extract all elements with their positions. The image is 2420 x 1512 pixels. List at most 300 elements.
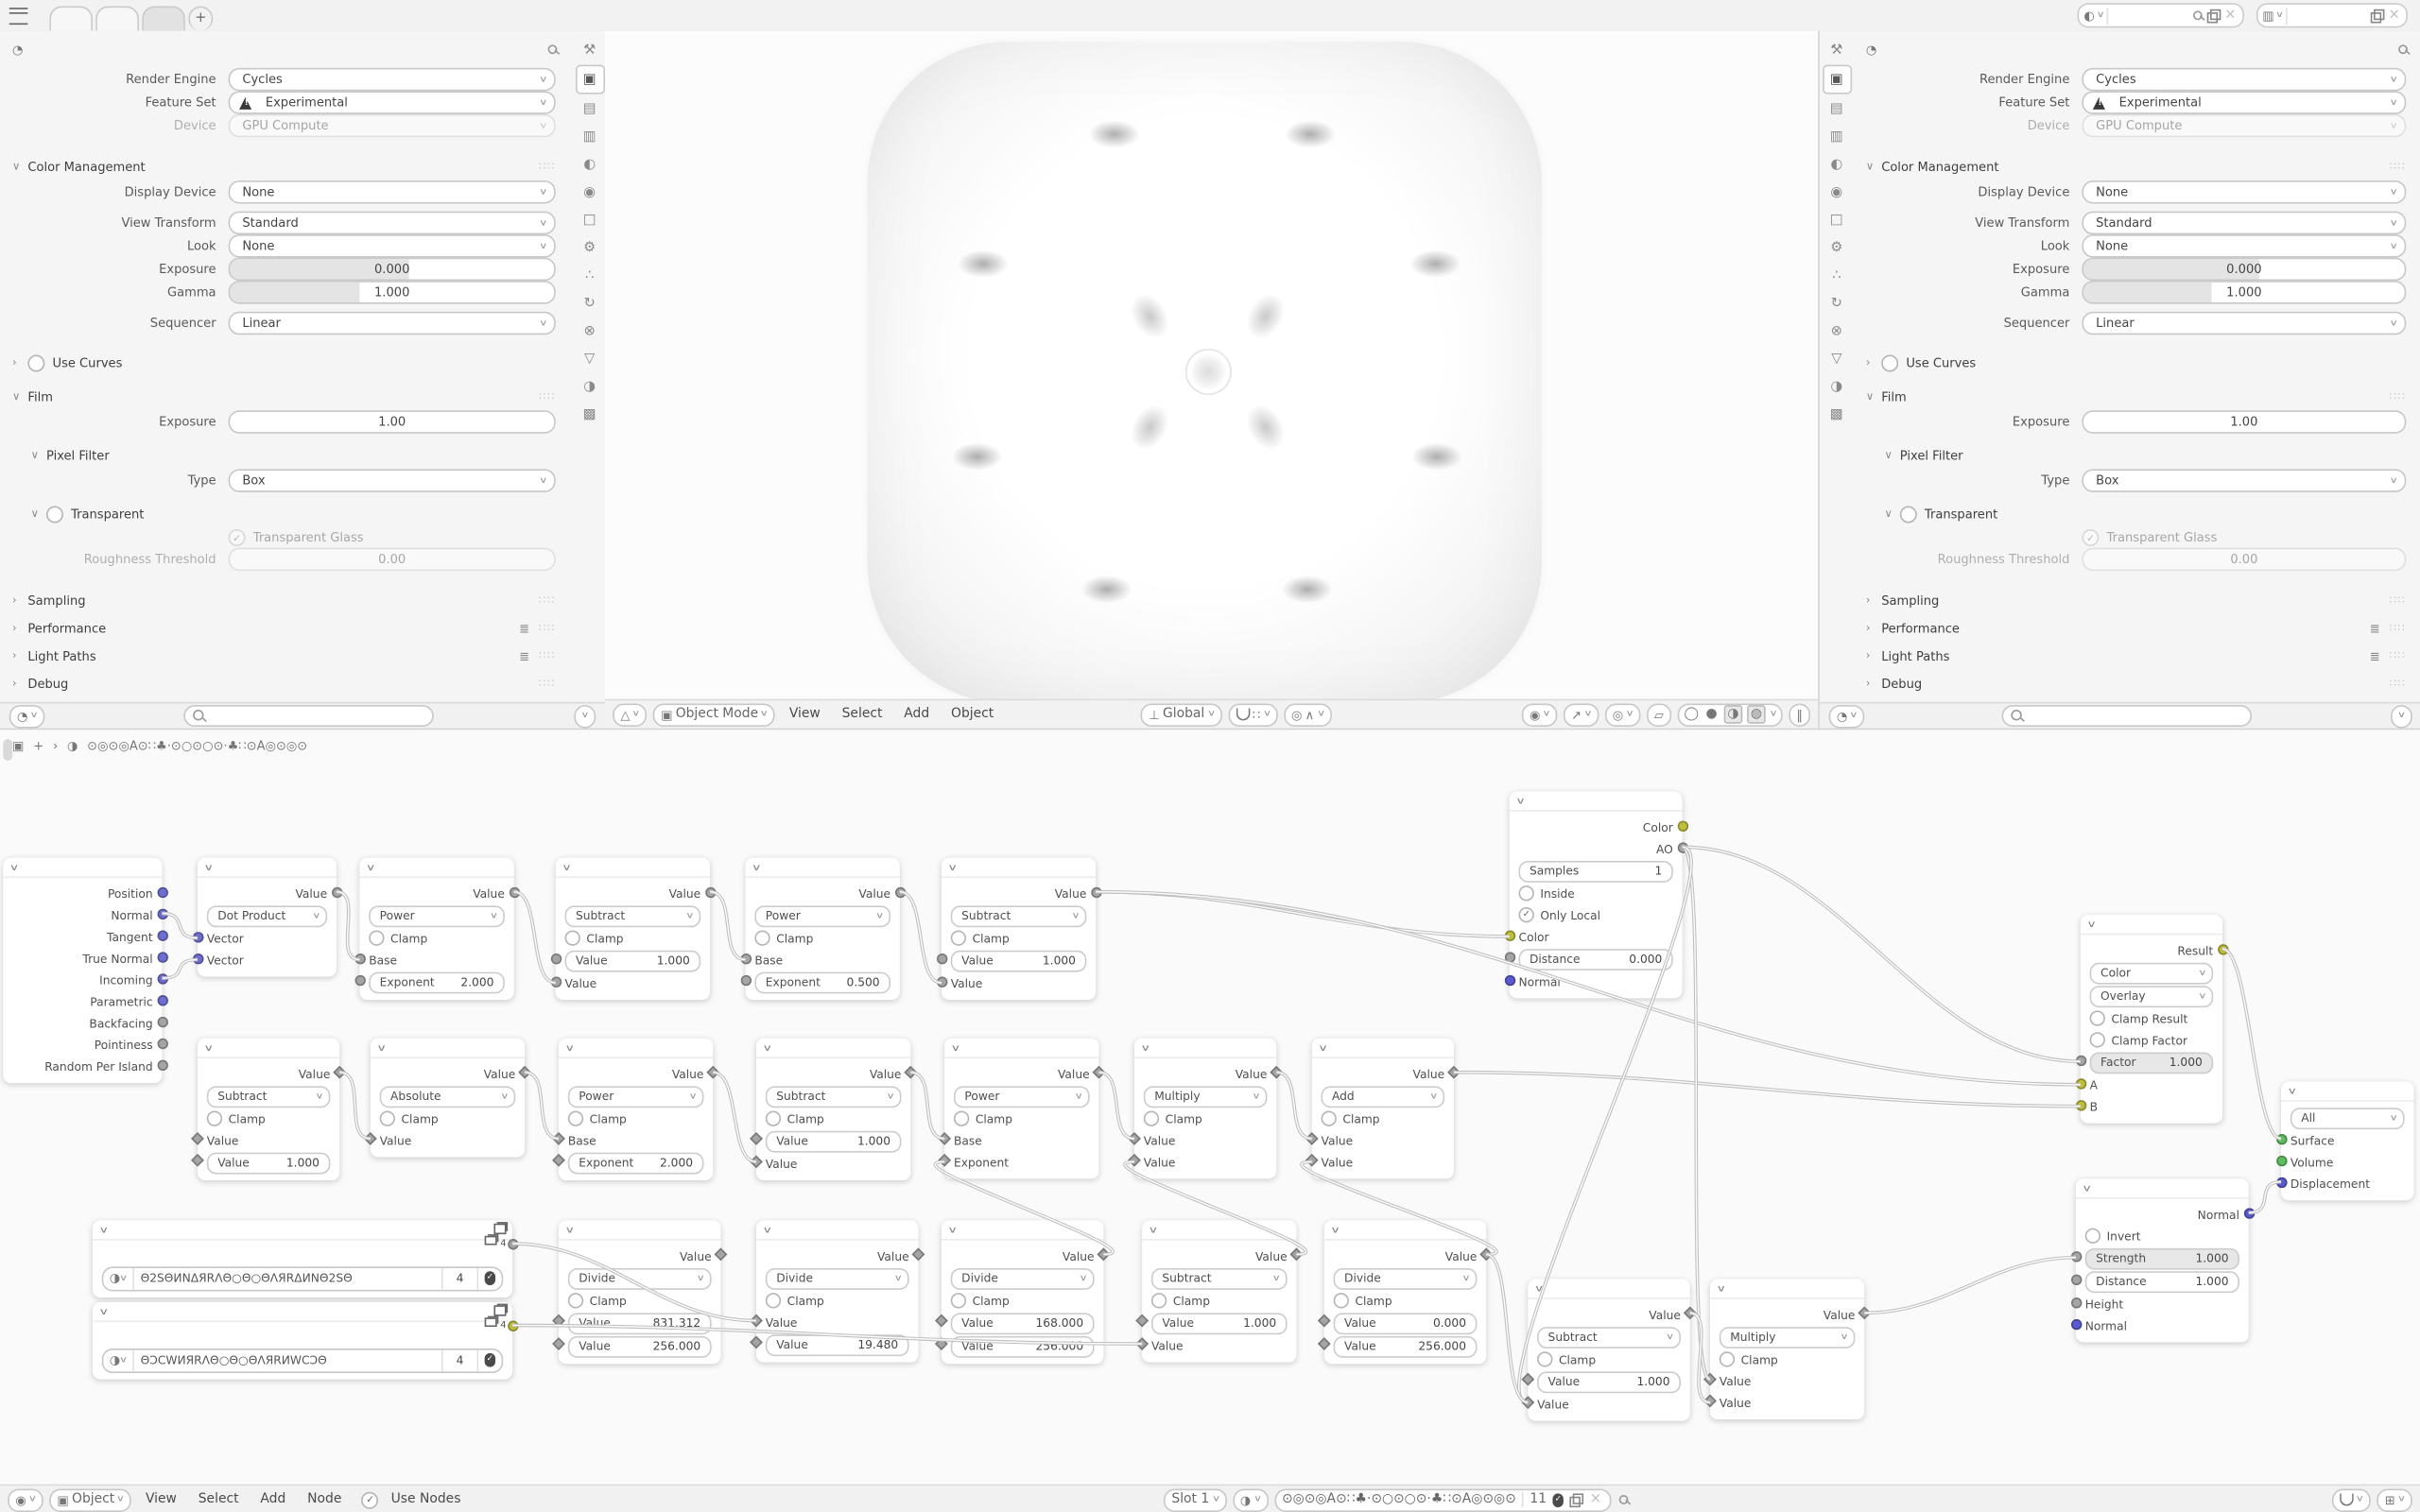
list-icon[interactable]: ≣ bbox=[519, 648, 530, 663]
checkbox[interactable] bbox=[2085, 1228, 2100, 1244]
mode-selector[interactable]: ▣ Object Mode ∨ bbox=[653, 703, 775, 726]
checkbox-checked[interactable]: ✓ bbox=[1519, 907, 1534, 922]
node-math-subtract-r1b[interactable] bbox=[756, 1039, 910, 1180]
view-layer-selector[interactable] bbox=[2256, 3, 2408, 27]
operation-dropdown[interactable]: Subtract ∨ bbox=[1151, 1267, 1288, 1289]
section-film[interactable]: Film bbox=[27, 389, 53, 404]
checkbox[interactable] bbox=[2090, 1010, 2105, 1025]
collapse-icon[interactable]: ∨ bbox=[762, 1224, 773, 1235]
operation-dropdown[interactable]: Subtract ∨ bbox=[207, 1086, 331, 1108]
checkbox[interactable] bbox=[27, 354, 44, 371]
drag-grip-icon[interactable]: ∷∷ bbox=[538, 390, 556, 404]
socket-out[interactable] bbox=[1090, 886, 1100, 897]
shader-type-selector[interactable]: ▣ Object ∨ bbox=[49, 1488, 131, 1511]
operation-dropdown[interactable]: Multiply ∨ bbox=[1144, 1086, 1268, 1108]
pause-render-button[interactable] bbox=[1789, 703, 1810, 726]
operation-dropdown[interactable]: Subtract ∨ bbox=[1537, 1326, 1681, 1348]
checkbox[interactable] bbox=[951, 930, 966, 945]
socket-out[interactable] bbox=[157, 972, 167, 983]
type-field[interactable]: Box ∨ bbox=[2082, 469, 2406, 491]
checkbox[interactable] bbox=[1900, 506, 1917, 523]
node-geometry[interactable] bbox=[3, 858, 162, 1083]
collapse-icon[interactable]: ∨ bbox=[1330, 1224, 1340, 1235]
properties-tab-texture[interactable]: ▩ bbox=[582, 406, 596, 422]
chevron-right-icon[interactable]: › bbox=[1865, 649, 1871, 662]
collapse-icon[interactable]: ∨ bbox=[1318, 1041, 1328, 1054]
socket-in[interactable] bbox=[550, 954, 561, 964]
socket-out[interactable] bbox=[2217, 943, 2227, 954]
chevron-down-icon[interactable]: ∨ bbox=[30, 449, 40, 462]
value-field[interactable]: Value 256.000 bbox=[568, 1335, 712, 1357]
properties-tab-output[interactable]: ▤ bbox=[582, 100, 596, 117]
node-math-subtract-r2b[interactable] bbox=[1528, 1279, 1689, 1420]
properties-tab-world[interactable]: ◉ bbox=[1830, 184, 1843, 200]
section-sampling[interactable]: Sampling bbox=[1881, 593, 1940, 608]
value-field[interactable]: Value 168.000 bbox=[951, 1313, 1095, 1334]
socket-in[interactable] bbox=[1504, 930, 1514, 940]
copy-icon[interactable] bbox=[2207, 9, 2220, 22]
editor-corner-grip[interactable] bbox=[3, 739, 12, 761]
value-field[interactable]: Factor 1.000 bbox=[2090, 1052, 2214, 1074]
value-field[interactable]: Value 1.000 bbox=[1537, 1371, 1681, 1393]
socket-in[interactable] bbox=[2275, 1133, 2286, 1143]
value-field[interactable]: Samples 1 bbox=[1519, 860, 1673, 882]
menu-select[interactable]: Select bbox=[198, 1491, 239, 1508]
checkbox[interactable] bbox=[954, 1111, 969, 1126]
close-icon[interactable]: × bbox=[2388, 8, 2400, 24]
properties-tab-object-data[interactable]: ▽ bbox=[584, 351, 596, 367]
collapse-icon[interactable]: ∨ bbox=[947, 861, 959, 873]
node-math-divide-4[interactable] bbox=[1324, 1220, 1486, 1364]
operation-dropdown[interactable]: Divide ∨ bbox=[568, 1267, 712, 1289]
collapse-icon[interactable]: ∨ bbox=[762, 1041, 773, 1054]
display-device-field[interactable]: None ∨ bbox=[2082, 180, 2406, 203]
material-name-field[interactable]: ⊙◎⊙◎A⊙∷♣·⊙○⊙○⊙·♣∷⊙A◎⊙◎⊙ 11 ✓ × bbox=[1274, 1488, 1611, 1511]
value-field[interactable]: Value 1.000 bbox=[766, 1130, 902, 1152]
operation-dropdown[interactable]: Subtract ∨ bbox=[951, 905, 1087, 927]
properties-tab-constraints[interactable]: ⊗ bbox=[1830, 323, 1843, 339]
node-math-subtract-2[interactable] bbox=[942, 858, 1096, 1000]
render-engine-field[interactable]: Cycles ∨ bbox=[229, 68, 556, 91]
properties-tab-render[interactable]: ▣ bbox=[1822, 65, 1851, 94]
operation-dropdown[interactable]: Multiply ∨ bbox=[1720, 1326, 1856, 1348]
properties-tab-material[interactable]: ◑ bbox=[583, 378, 596, 395]
menu-view[interactable]: View bbox=[145, 1491, 177, 1508]
section-transparent[interactable]: Transparent bbox=[71, 507, 145, 522]
socket-out[interactable] bbox=[157, 1059, 167, 1070]
socket-in[interactable] bbox=[2070, 1297, 2081, 1307]
socket-out[interactable] bbox=[157, 994, 167, 1005]
workspace-tab-2[interactable] bbox=[95, 7, 139, 31]
checkbox[interactable] bbox=[766, 1111, 781, 1126]
operation-dropdown[interactable]: Divide ∨ bbox=[1334, 1267, 1478, 1289]
section-performance[interactable]: Performance bbox=[27, 621, 107, 635]
node-mix-color[interactable] bbox=[2081, 915, 2222, 1123]
fake-user-shield-icon[interactable]: ✓ bbox=[485, 1271, 495, 1285]
drag-grip-icon[interactable]: ∷∷ bbox=[2389, 677, 2407, 690]
chevron-right-icon[interactable]: › bbox=[12, 593, 17, 607]
menu-node[interactable]: Node bbox=[307, 1491, 342, 1508]
drag-grip-icon[interactable]: ∷∷ bbox=[2389, 160, 2407, 173]
checkbox-checked[interactable]: ✓ bbox=[2082, 529, 2099, 546]
node-math-divide-3[interactable] bbox=[942, 1220, 1103, 1364]
socket-out[interactable] bbox=[509, 886, 519, 897]
checkbox[interactable] bbox=[565, 930, 580, 945]
node-ambient-occlusion[interactable] bbox=[1510, 792, 1683, 999]
section-color-management[interactable]: Color Management bbox=[1881, 159, 1999, 174]
scene-selector[interactable] bbox=[2078, 3, 2244, 27]
editor-type-button[interactable]: △ ∨ bbox=[613, 703, 647, 726]
unlink-icon[interactable]: × bbox=[1589, 1491, 1602, 1508]
menu-add[interactable]: Add bbox=[260, 1491, 286, 1508]
visibility-dropdown[interactable]: ◉ ∨ bbox=[1522, 703, 1558, 726]
node-math-subtract[interactable] bbox=[556, 858, 710, 1000]
drag-grip-icon[interactable]: ∷∷ bbox=[538, 649, 556, 662]
operation-dropdown[interactable]: Add ∨ bbox=[1322, 1086, 1445, 1108]
socket-out[interactable] bbox=[894, 886, 905, 897]
value-field[interactable]: Value 1.000 bbox=[1151, 1313, 1288, 1334]
list-icon[interactable]: ≣ bbox=[2369, 621, 2380, 635]
properties-tab-tool[interactable]: ⚒ bbox=[583, 42, 596, 59]
close-icon[interactable]: × bbox=[2224, 8, 2237, 24]
socket-in[interactable] bbox=[2070, 1275, 2081, 1285]
chevron-down-icon[interactable]: ∨ bbox=[1884, 449, 1893, 462]
gamma-field[interactable]: 1.000 bbox=[229, 281, 556, 303]
checkbox[interactable] bbox=[951, 1293, 966, 1308]
view-transform-field[interactable]: Standard ∨ bbox=[2082, 212, 2406, 234]
collapse-icon[interactable]: ∨ bbox=[2086, 919, 2097, 930]
chevron-down-icon[interactable]: ∨ bbox=[1865, 160, 1875, 173]
socket-in[interactable] bbox=[2075, 1099, 2085, 1109]
node-math-power-r1[interactable] bbox=[559, 1039, 713, 1180]
collapse-icon[interactable]: ∨ bbox=[376, 1041, 387, 1054]
shading-material-preview-button[interactable]: ◑ bbox=[1724, 705, 1743, 724]
feature-set-field[interactable]: ! Experimental ∨ bbox=[2082, 91, 2406, 113]
node-math-add[interactable] bbox=[1312, 1039, 1454, 1179]
value-field[interactable]: Distance 1.000 bbox=[2085, 1270, 2239, 1292]
xray-toggle[interactable] bbox=[1647, 703, 1671, 726]
checkbox[interactable] bbox=[1322, 1111, 1337, 1126]
collapse-icon[interactable]: ∨ bbox=[9, 861, 20, 873]
collapse-icon[interactable]: ∨ bbox=[751, 861, 762, 873]
socket-in[interactable] bbox=[936, 976, 946, 987]
collapse-icon[interactable]: ∨ bbox=[1148, 1224, 1159, 1235]
socket-out[interactable] bbox=[157, 1016, 167, 1026]
operation-dropdown[interactable]: All ∨ bbox=[2290, 1107, 2405, 1128]
workspace-tab-1[interactable] bbox=[49, 7, 93, 31]
collapse-icon[interactable]: ∨ bbox=[2287, 1085, 2298, 1096]
device-field[interactable]: GPU Compute ∨ bbox=[2082, 114, 2406, 137]
chevron-right-icon[interactable]: › bbox=[1865, 677, 1871, 690]
use-nodes-toggle[interactable]: ✓ Use Nodes bbox=[362, 1491, 461, 1508]
chevron-down-icon[interactable]: ∨ bbox=[30, 507, 40, 521]
section-use-curves[interactable]: Use Curves bbox=[1906, 355, 1977, 370]
collapse-icon[interactable]: ∨ bbox=[1140, 1041, 1151, 1054]
properties-tab-scene[interactable]: ◐ bbox=[1830, 156, 1843, 173]
drag-grip-icon[interactable]: ∷∷ bbox=[2389, 621, 2407, 635]
pin-icon[interactable] bbox=[2192, 9, 2204, 22]
proportional-editing-controls[interactable]: ◎ ∧ ∨ bbox=[1284, 703, 1331, 726]
operation-dropdown[interactable]: Dot Product ∨ bbox=[207, 905, 327, 927]
search-input[interactable] bbox=[2002, 705, 2252, 727]
checkbox[interactable] bbox=[46, 506, 63, 523]
section-pixel-filter[interactable]: Pixel Filter bbox=[45, 448, 110, 462]
workspace-tab-3[interactable] bbox=[142, 7, 185, 31]
transform-orientation-selector[interactable]: ⊥ Global ∨ bbox=[1141, 703, 1221, 726]
section-color-management[interactable]: Color Management bbox=[27, 159, 146, 174]
checkbox[interactable] bbox=[1881, 354, 1898, 371]
gamma-field[interactable]: 1.000 bbox=[2082, 281, 2406, 303]
section-debug[interactable]: Debug bbox=[1881, 676, 1923, 691]
viewport-3d[interactable] bbox=[605, 31, 1818, 729]
collapse-icon[interactable]: ∨ bbox=[564, 1224, 576, 1235]
operation-dropdown[interactable]: Color ∨ bbox=[2090, 962, 2214, 984]
checkbox[interactable] bbox=[1334, 1293, 1349, 1308]
socket-out[interactable] bbox=[1677, 820, 1687, 831]
checkbox[interactable] bbox=[754, 930, 769, 945]
properties-tab-view-layer[interactable]: ▥ bbox=[1829, 129, 1843, 145]
checkbox[interactable] bbox=[1519, 885, 1534, 901]
checkbox[interactable] bbox=[1537, 1351, 1552, 1366]
properties-context-button[interactable]: ◔ ∨ bbox=[9, 704, 45, 727]
socket-in[interactable] bbox=[1504, 974, 1514, 985]
socket-out[interactable] bbox=[157, 886, 167, 897]
value-field[interactable]: Exponent 2.000 bbox=[568, 1152, 704, 1174]
list-icon[interactable]: ≣ bbox=[2369, 648, 2380, 663]
material-slot-selector[interactable]: Slot 1 ∨ bbox=[1164, 1488, 1226, 1511]
properties-tab-texture[interactable]: ▩ bbox=[1829, 406, 1843, 422]
socket-out[interactable] bbox=[507, 1238, 517, 1248]
node-math-power-sqrt[interactable] bbox=[746, 858, 900, 1000]
view-layer-name-field[interactable] bbox=[2287, 7, 2369, 24]
list-icon[interactable]: ≣ bbox=[519, 621, 530, 635]
pin-icon[interactable] bbox=[1616, 1493, 1629, 1505]
operation-dropdown[interactable]: Power ∨ bbox=[754, 905, 890, 927]
operation-dropdown[interactable]: Divide ∨ bbox=[951, 1267, 1095, 1289]
shading-solid-button[interactable]: ● bbox=[1705, 706, 1718, 723]
socket-in[interactable] bbox=[354, 975, 365, 986]
sequencer-field[interactable]: Linear ∨ bbox=[2082, 312, 2406, 335]
chevron-down-icon[interactable]: ∨ bbox=[12, 160, 21, 173]
fake-user-shield-icon[interactable]: ✓ bbox=[1553, 1493, 1564, 1507]
collapse-icon[interactable]: ∨ bbox=[98, 1306, 110, 1317]
properties-tab-physics[interactable]: ↻ bbox=[1830, 295, 1843, 311]
section-sampling[interactable]: Sampling bbox=[27, 593, 86, 608]
gizmos-dropdown[interactable]: ↗ ∨ bbox=[1564, 703, 1599, 726]
socket-out[interactable] bbox=[2243, 1208, 2254, 1218]
menu-view[interactable]: View bbox=[788, 706, 821, 723]
checkbox[interactable] bbox=[1151, 1293, 1167, 1308]
node-math-subtract-r2[interactable] bbox=[1142, 1220, 1296, 1362]
options-toggle-button[interactable]: ∨ bbox=[2391, 704, 2412, 727]
socket-in[interactable] bbox=[1504, 952, 1514, 962]
socket-in[interactable] bbox=[936, 954, 946, 964]
collapse-icon[interactable]: ∨ bbox=[562, 861, 572, 873]
operation-dropdown[interactable]: Overlay ∨ bbox=[2090, 985, 2214, 1006]
socket-in[interactable] bbox=[192, 931, 202, 941]
socket-in[interactable] bbox=[740, 975, 751, 986]
roughness-threshold-field[interactable]: 0.00 bbox=[2082, 548, 2406, 571]
copy-icon[interactable] bbox=[1570, 1493, 1582, 1505]
socket-in[interactable] bbox=[354, 953, 365, 963]
socket-out[interactable] bbox=[331, 886, 341, 897]
drag-grip-icon[interactable]: ∷∷ bbox=[2389, 649, 2407, 662]
operation-dropdown[interactable]: Subtract ∨ bbox=[565, 905, 701, 927]
overlap-options-button[interactable]: ⊞ ∨ bbox=[2377, 1488, 2412, 1511]
device-field[interactable]: GPU Compute ∨ bbox=[229, 114, 556, 137]
exposure-field[interactable]: 0.000 bbox=[2082, 258, 2406, 281]
node-vector-math-dot-product[interactable] bbox=[198, 858, 337, 977]
chevron-right-icon[interactable]: › bbox=[12, 621, 17, 635]
properties-tab-output[interactable]: ▤ bbox=[1829, 100, 1843, 117]
chevron-right-icon[interactable]: › bbox=[12, 677, 17, 690]
node-math-multiply-r2[interactable] bbox=[1710, 1279, 1864, 1419]
properties-tab-object[interactable]: □ bbox=[1829, 212, 1843, 228]
menu-select[interactable]: Select bbox=[841, 706, 883, 723]
drag-grip-icon[interactable]: ∷∷ bbox=[538, 677, 556, 690]
value-field[interactable]: Value 256.000 bbox=[1334, 1335, 1478, 1357]
collapse-icon[interactable]: ∨ bbox=[1716, 1282, 1727, 1294]
collapse-icon[interactable]: ∨ bbox=[947, 1224, 959, 1235]
value-field[interactable]: Value 256.000 bbox=[951, 1335, 1095, 1357]
shading-wireframe-button[interactable]: ◯ bbox=[1684, 706, 1700, 723]
editor-type-button[interactable]: ◉ ∨ bbox=[8, 1488, 43, 1511]
snap-controls[interactable]: ∷ ∨ bbox=[1228, 703, 1277, 726]
checkbox[interactable] bbox=[1144, 1111, 1159, 1126]
display-device-field[interactable]: None ∨ bbox=[229, 180, 556, 203]
node-math-power-r1b[interactable] bbox=[944, 1039, 1098, 1179]
section-use-curves[interactable]: Use Curves bbox=[52, 355, 123, 370]
properties-tab-physics[interactable]: ↻ bbox=[583, 295, 596, 311]
image-name-field[interactable]: ΘƆCWИЯRΛΘ○Θ○ΘΛЯRИWCƆΘ bbox=[134, 1349, 443, 1371]
drag-grip-icon[interactable]: ∷∷ bbox=[538, 593, 556, 607]
drag-grip-icon[interactable]: ∷∷ bbox=[538, 160, 556, 173]
socket-out[interactable] bbox=[157, 930, 167, 940]
chevron-right-icon[interactable]: › bbox=[1865, 621, 1871, 635]
pin-icon[interactable] bbox=[2397, 43, 2410, 56]
browse-image-icon[interactable]: ◑ bbox=[109, 1271, 121, 1285]
socket-out[interactable] bbox=[157, 908, 167, 919]
socket-in[interactable] bbox=[2070, 1318, 2081, 1329]
look-field[interactable]: None ∨ bbox=[2082, 234, 2406, 257]
socket-out[interactable] bbox=[1677, 842, 1687, 852]
properties-tab-render[interactable]: ▣ bbox=[575, 65, 604, 94]
collapse-icon[interactable]: ∨ bbox=[98, 1224, 110, 1235]
chevron-down-icon[interactable]: ∨ bbox=[12, 390, 21, 404]
node-material-output[interactable] bbox=[2281, 1081, 2413, 1200]
collapse-icon[interactable]: ∨ bbox=[1533, 1282, 1545, 1294]
checkbox[interactable] bbox=[207, 1111, 222, 1126]
section-debug[interactable]: Debug bbox=[27, 676, 69, 691]
node-image-texture-b[interactable]: ∨ 4 ◑ ∨ ΘƆCWИЯRΛΘ○Θ○ΘΛЯRИWCƆΘ 4 ✓ bbox=[93, 1302, 512, 1380]
properties-tab-world[interactable]: ◉ bbox=[583, 184, 596, 200]
fake-user-shield-icon[interactable]: ✓ bbox=[485, 1353, 495, 1367]
collapse-icon[interactable]: ∨ bbox=[203, 861, 215, 873]
properties-tab-scene[interactable]: ◐ bbox=[583, 156, 596, 173]
pin-icon[interactable] bbox=[546, 43, 559, 56]
exposure-field[interactable]: 1.00 bbox=[229, 410, 556, 433]
checkbox[interactable] bbox=[568, 1293, 583, 1308]
socket-in[interactable] bbox=[2275, 1155, 2286, 1165]
menu-icon[interactable] bbox=[9, 7, 28, 24]
properties-tab-view-layer[interactable]: ▥ bbox=[582, 129, 596, 145]
node-math-divide-2[interactable] bbox=[756, 1220, 918, 1362]
operation-dropdown[interactable]: Subtract ∨ bbox=[766, 1086, 902, 1108]
snap-toggle[interactable]: ∨ bbox=[2332, 1488, 2371, 1511]
value-field[interactable]: Distance 0.000 bbox=[1519, 948, 1673, 970]
section-light-paths[interactable]: Light Paths bbox=[27, 648, 96, 663]
chevron-right-icon[interactable]: › bbox=[12, 356, 17, 369]
properties-tab-modifiers[interactable]: ⚙ bbox=[1830, 239, 1843, 256]
type-field[interactable]: Box ∨ bbox=[229, 469, 556, 491]
node-math-multiply[interactable] bbox=[1134, 1039, 1276, 1179]
properties-tab-object-data[interactable]: ▽ bbox=[1831, 351, 1842, 367]
copy-icon[interactable] bbox=[2371, 9, 2383, 22]
scene-name-field[interactable] bbox=[2107, 7, 2189, 24]
collapse-icon[interactable]: ∨ bbox=[365, 861, 376, 873]
properties-tab-object[interactable]: □ bbox=[582, 212, 596, 228]
search-input[interactable] bbox=[184, 705, 434, 727]
socket-out[interactable] bbox=[704, 886, 715, 897]
value-field[interactable]: Value 1.000 bbox=[951, 950, 1087, 971]
section-transparent[interactable]: Transparent bbox=[1924, 507, 1998, 522]
node-bump[interactable] bbox=[2076, 1178, 2249, 1342]
chevron-down-icon[interactable]: ∨ bbox=[1884, 507, 1893, 521]
value-field[interactable]: Value 19.480 bbox=[766, 1333, 909, 1355]
properties-tab-constraints[interactable]: ⊗ bbox=[583, 323, 596, 339]
properties-context-button[interactable]: ◔ ∨ bbox=[1829, 704, 1865, 727]
properties-tab-modifiers[interactable]: ⚙ bbox=[583, 239, 596, 256]
socket-in[interactable] bbox=[2070, 1251, 2081, 1262]
options-toggle-button[interactable]: ∨ bbox=[574, 704, 596, 727]
sequencer-field[interactable]: Linear ∨ bbox=[229, 312, 556, 335]
checkbox[interactable] bbox=[2090, 1032, 2105, 1047]
properties-tab-particles[interactable]: ∴ bbox=[584, 267, 595, 284]
operation-dropdown[interactable]: Power ∨ bbox=[369, 905, 505, 927]
shading-rendered-button[interactable]: ◍ bbox=[1747, 705, 1766, 724]
checkbox[interactable] bbox=[766, 1293, 781, 1308]
collapse-icon[interactable]: ∨ bbox=[203, 1041, 215, 1054]
value-field[interactable]: Value 0.000 bbox=[1334, 1313, 1478, 1334]
overlays-dropdown[interactable]: ◎ ∨ bbox=[1605, 703, 1641, 726]
section-light-paths[interactable]: Light Paths bbox=[1881, 648, 1950, 663]
collapse-icon[interactable]: ∨ bbox=[950, 1041, 961, 1054]
exposure-field[interactable]: 1.00 bbox=[2082, 410, 2406, 433]
socket-in[interactable] bbox=[2275, 1177, 2286, 1187]
checkbox[interactable] bbox=[1720, 1351, 1735, 1366]
checkbox[interactable] bbox=[568, 1111, 583, 1126]
checkbox[interactable] bbox=[380, 1111, 395, 1126]
look-field[interactable]: None ∨ bbox=[229, 234, 556, 257]
section-film[interactable]: Film bbox=[1881, 389, 1907, 404]
menu-add[interactable]: Add bbox=[904, 706, 930, 723]
properties-tab-particles[interactable]: ∴ bbox=[1832, 267, 1841, 284]
value-field[interactable]: Value 1.000 bbox=[565, 950, 701, 971]
chevron-right-icon[interactable]: › bbox=[12, 649, 17, 662]
operation-dropdown[interactable]: Power ∨ bbox=[568, 1086, 704, 1108]
socket-in[interactable] bbox=[2075, 1077, 2085, 1088]
section-pixel-filter[interactable]: Pixel Filter bbox=[1899, 448, 1963, 462]
node-math-divide-1[interactable] bbox=[559, 1220, 720, 1364]
chevron-right-icon[interactable]: › bbox=[1865, 356, 1871, 369]
image-user-count[interactable]: 4 bbox=[443, 1267, 479, 1289]
shader-node-editor[interactable] bbox=[0, 729, 2420, 1512]
node-math-subtract-r1[interactable] bbox=[198, 1039, 339, 1180]
view-transform-field[interactable]: Standard ∨ bbox=[229, 212, 556, 234]
collapse-icon[interactable]: ∨ bbox=[1515, 795, 1526, 807]
chevron-down-icon[interactable]: ∨ bbox=[1865, 390, 1875, 404]
node-image-texture-a[interactable]: ∨ 4 ◑ ∨ Θ2SΘИNΔЯRΛΘ○Θ○ΘΛЯRΔИNΘ2SΘ 4 ✓ bbox=[93, 1220, 512, 1297]
